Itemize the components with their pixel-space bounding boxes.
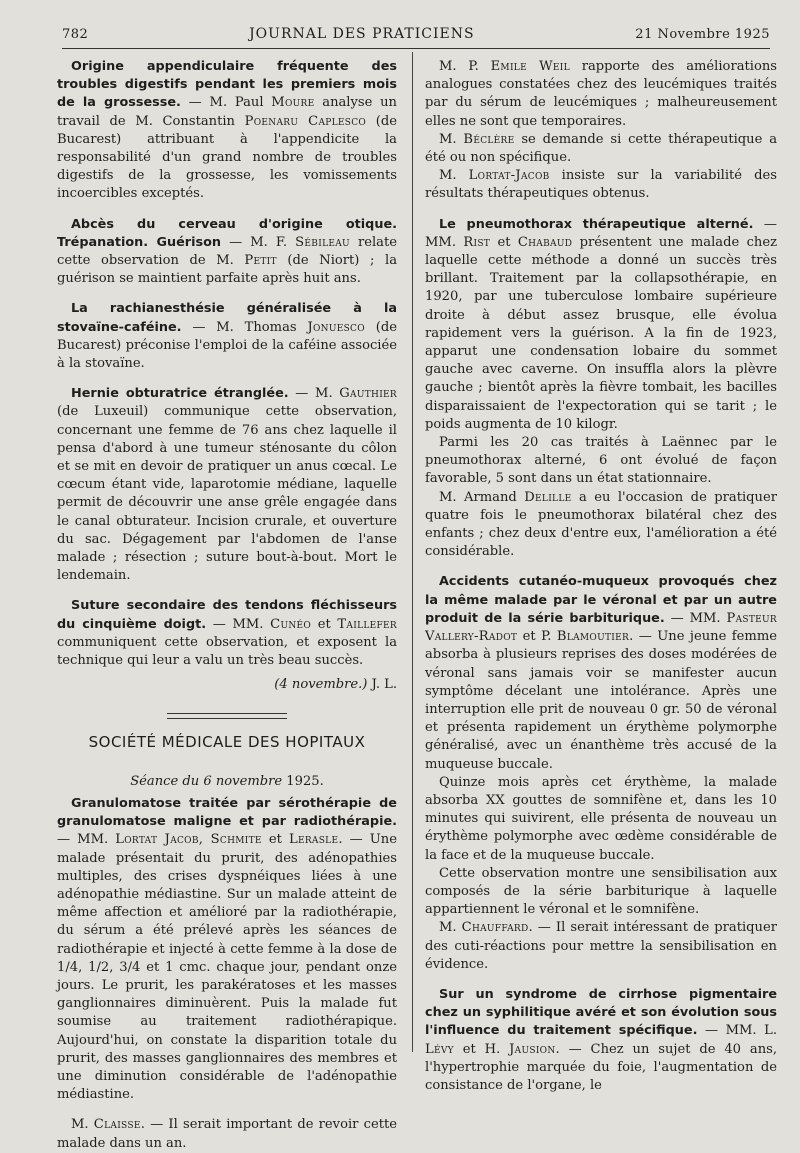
pneumothorax-stats: Parmi les 20 cas traités à Laënnec par le pneumothorax alterné, 6 ont évolué de façon favorable, 5 sont dans un état stationnaire. [425,435,777,487]
author-name: Chabaud [517,234,573,250]
author-name: Lerasle [288,832,339,848]
author-name: Petit [244,253,277,269]
article-rachianesthesie: La rachianesthésie généralisée à la stovaïne-caféine. — M. Thomas Jonuesco (de Bucarest) préconise l'emploi de la caféine associée à la stovaïne. [57,301,397,372]
author-name: Chauffard [461,920,529,936]
right-column [425,58,777,1095]
article-title: Sur un syndrome de cirrhose pigmentaire chez un syphilitique avéré et son évolution sous l'influence du traitement spécifique. [425,986,777,1039]
article-title: Hernie obturatrice étranglée. [71,386,289,402]
comment-lortat-jacob: M. Lortat-Jacob insiste sur la variabilité des résultats thérapeutiques obtenus. [425,168,777,202]
veronal-followup: Quinze mois après cet érythème, la malade absorba XX gouttes de somnifène et, dans les 10 minutes qui suivirent, elle présenta de nouveau un érythème polymorphe avec œdème considérable de la face et de la muqueuse buccale. [425,774,777,863]
article-accidents-veronal: Accidents cutanéo-muqueux provoqués chez la même malade par le véronal et par un autre produit de la série barbiturique. — MM. Pasteur Vallery-Radot et P. Blamoutier. — Une jeune femme absorba à plusieurs reprises des doses modérées de véronal sans jamais voir se manifester aucun symptôme décelant une intolérance. Après une interruption elle prit de nouveau 0 gr. 50 de véronal et présenta rapidement un érythème polymorphe généralisé, avec un énanthème très accusé de la muqueuse buccale. [425,574,777,772]
author-name: Taillefer [337,616,397,632]
article-title: Origine appendiculaire fréquente des troubles digestifs pendant les premiers mois de la grossesse. [57,59,397,111]
article-pneumothorax: Le pneumothorax thérapeutique alterné. — MM. Rist et Chabaud présentent une malade chez laquelle cette méthode a donné un succès très brillant. Traitement par la collapsothérapie, en 1920, par une tuberculose lombaire supérieure droite à début assez brusque, elle évolua rapidement vers la guérison. A la fin de 1923, apparut une condensation lobaire du sommet gauche avec caverne. On insuffla alors la plèvre gauche ; bientôt après la fièvre tombait, les bacilles disparaissaient de l'expectoration qui se tarit ; le poids augmenta de 10 kilogr. [425,216,777,432]
article-title: Abcès du cerveau d'origine otique. Trépanation. Guérison [57,216,397,250]
page-header [62,26,770,46]
seance-date: Séance du 6 novembre 1925. [130,773,324,789]
author-name: Blamoutier [556,629,630,645]
article-title: Suture secondaire des tendons fléchisseurs du cinquième doigt. [57,598,397,632]
article-appendicite: Origine appendiculaire fréquente des troubles digestifs pendant les premiers mois de la grossesse. — M. Paul Moure analyse un travail de M. Constantin Poenaru Caplesco (de Bucarest) attribuant à l'appendicite la responsabilité d'un grand nombre de troubles digestifs de la grossesse, les vomissements incoercibles exceptés. [57,59,397,202]
article-title: Le pneumothorax thérapeutique alterné. [439,216,754,232]
header-rule [62,48,770,49]
author-name: Claisse [93,1117,141,1133]
author-name: Emile Weil [490,59,570,74]
page-number: 782 [62,27,89,42]
author-name: Delille [524,489,572,505]
author-name: Poenaru Caplesco [244,113,367,129]
article-granulomatose: Granulomatose traitée par sérothérapie de granulomatose maligne et par radiothérapie. — MM. Lortat Jacob, Schmite et Lerasle. — Une malade présentait du prurit, des adénopathies multiples, des crises dyspnéiques liées à une adénopathie médiastine. Sur un malade atteint de même affection et amélioré par la radiothérapie, du sérum a été prélevé après les séances de radiothérapie et injecté à cette femme à la dose de 1/4, 1/2, 3/4 et 1 cmc. chaque jour, pendant onze jours. Le prurit, les parakératoses et les masses ganglionnaires diminuèrent. Puis la malade fut soumise au traitement radiothérapique. Aujourd'hui, on constate la disparition totale du prurit, des masses ganglionnaires des membres et une diminution considérable de l'adénopathie médiastine. [57,795,397,1103]
author-name: Cunéo [270,616,312,632]
author-name: Gauthier [339,386,397,402]
journal-title: JOURNAL DES PRATICIENS [249,26,475,42]
author-name: Moure [271,95,315,111]
comment-claisse: M. Claisse. — Il serait important de revoir cette malade dans un an. [57,1117,397,1151]
article-title: Granulomatose traitée par sérothérapie de granulomatose maligne et par radiothérapie. [57,795,397,830]
signature-date: (4 novembre.) [274,677,368,693]
author-name: Sébileau [295,234,350,250]
column-divider [412,52,413,1052]
author-name: Béclère [463,131,515,147]
author-name: Jonuesco [307,319,365,335]
article-suture: Suture secondaire des tendons fléchisseurs du cinquième doigt. — MM. Cunéo et Taillefer communiquent cette observation, et exposent la technique qui leur a valu un très beau succès. [57,598,397,669]
author-name: Rist [463,234,491,250]
society-heading: SOCIÉTÉ MÉDICALE DES HOPITAUX [88,732,366,751]
author-name: Jausion [509,1041,556,1057]
signature [57,676,397,694]
comment-chauffard: M. Chauffard. — Il serait intéressant de pratiquer des cuti-réactions pour mettre la sensibilisation en évidence. [425,920,777,972]
section-separator [167,713,287,719]
issue-date: 21 Novembre 1925 [635,27,770,42]
article-title: La rachianesthésie généralisée à la stovaïne-caféine. [57,301,397,335]
comment-delille: M. Armand Delille a eu l'occasion de pratiquer quatre fois le pneumothorax bilatéral chez des enfants ; chez deux d'entre eux, l'amélioration a été considérable. [425,489,777,560]
left-column [57,58,397,1153]
comment-beclere: M. Béclère se demande si cette thérapeutique a été ou non spécifique. [425,131,778,166]
author-name: Lévy [425,1041,454,1057]
veronal-conclusion: Cette observation montre une sensibilisation aux composés de la série barbiturique à laquelle appartiennent le véronal et le somnifène. [425,865,777,918]
author-name: Pasteur Vallery-Radot [425,610,777,645]
author-name: Lortat-Jacob [468,168,550,184]
article-hernie: Hernie obturatrice étranglée. — M. Gauthier (de Luxeuil) communique cette observation, concernant une femme de 76 ans chez laquelle il pensa d'abord à une tumeur sténosante du côlon et se mit en devoir de pratiquer un anus cœcal. Le cœcum étant vide, laparotomie médiane, laquelle permit de découvrir une anse grêle engagée dans le canal obturateur. Incision crurale, et ouverture du sac. Dégagement par l'abdomen de l'anse malade ; résection ; suture bout-à-bout. Mort le lendemain. [57,386,397,584]
comment-weil: M. P. Emile Weil rapporte des améliorations analogues constatées chez des leucémiques traités par du sérum de leucémiques ; malheureusement elles ne sont que temporaires. [425,59,777,129]
article-cirrhose: Sur un syndrome de cirrhose pigmentaire chez un syphilitique avéré et son évolution sous l'influence du traitement spécifique. — MM. L. Lévy et H. Jausion. — Chez un sujet de 40 ans, l'hypertrophie marquée du foie, l'augmentation de consistance de l'organe, le [425,986,778,1093]
author-name: Lortat Jacob, Schmite [115,832,262,848]
article-title: Accidents cutanéo-muqueux provoqués chez la même malade par le véronal et par un autre produit de la série barbiturique. [425,574,777,626]
article-abces: Abcès du cerveau d'origine otique. Trépanation. Guérison — M. F. Sébileau relate cette observation de M. Petit (de Niort) ; la guérison se maintient parfaite après huit ans. [57,216,398,287]
signature-initials: J. L. [367,677,397,693]
